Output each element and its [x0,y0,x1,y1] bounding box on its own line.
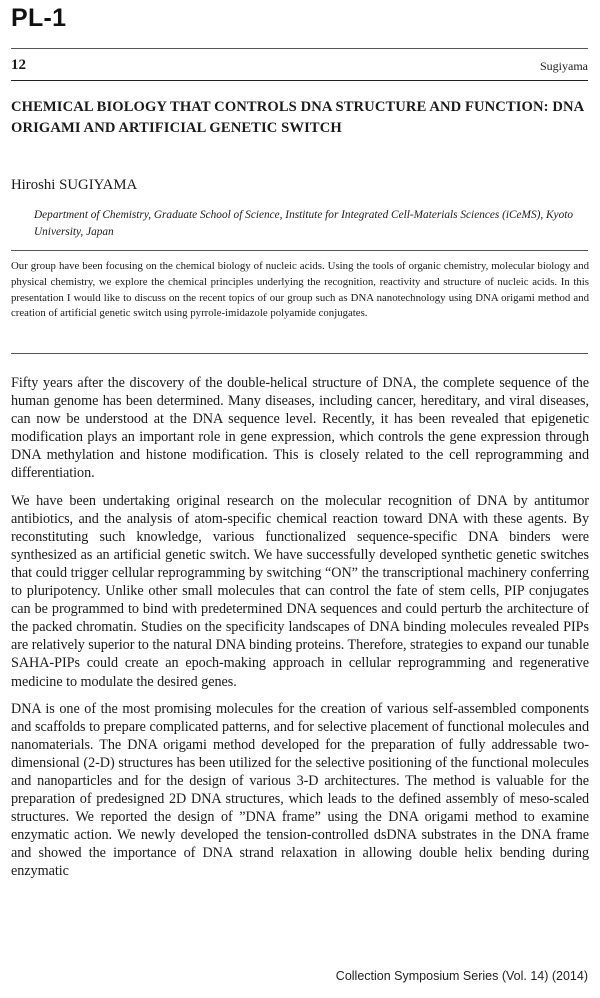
body-paragraph: We have been undertaking original research on the molecular recognition of DNA by antitumor antibiotics, and the analysis of atom-specific chemical reaction toward DNA with these agents. By reconstituting such knowledge, various functionalized sequence-specific DNA binders were synthesized as an artificial genetic switch. We have successfully developed synthetic genetic switches that could trigger cellular reprogramming by switching “ON” the transcriptional machinery conferring to pluripotency. Unlike other small molecules that can control the fate of stem cells, PIP conjugates can be programmed to bind with predetermined DNA sequences and could perturb the architecture of the packed chromatin. Studies on the specificity landscapes of DNA binding molecules revealed PIPs are relatively superior to the natural DNA binding proteins. Therefore, strategies to expand our tunable SAHA-PIPs could create an epoch-making approach in cellular reprogramming and regenerative medicine to modulate the desired genes. [11,492,589,690]
article-title: CHEMICAL BIOLOGY THAT CONTROLS DNA STRUCTURE AND FUNCTION: DNA ORIGAMI AND ARTIFICIAL GENETIC SWITCH [11,99,584,136]
header-divider [11,80,588,81]
page-number: 12 [11,57,26,73]
running-head: Sugiyama [540,59,588,73]
series-footer: Collection Symposium Series (Vol. 14) (2014) [335,969,588,983]
author-name: Hiroshi SUGIYAMA [11,177,138,193]
author-affiliation: Department of Chemistry, Graduate School of Science, Institute for Integrated Cell-Materials Sciences (iCeMS), Kyoto University, Japan [34,209,574,238]
article-body [11,374,589,890]
symposium-code: PL-1 [11,4,67,32]
abstract-divider-top [11,250,588,251]
abstract-divider-bottom [11,353,588,354]
body-paragraph: DNA is one of the most promising molecules for the creation of various self-assembled components and scaffolds to prepare complicated patterns, and for selective placement of functional molecules and nanomaterials. The DNA origami method developed for the preparation of fully addressable two-dimensional (2-D) structures has been utilized for the selective positioning of the functional molecules and nanoparticles and for the design of various 3-D architectures. The method is valuable for the preparation of predesigned 2D DNA structures, which leads to the defined assembly of meso-scaled structures. We reported the design of ”DNA frame” using the DNA origami method to examine enzymatic action. We newly developed the tension-controlled dsDNA substrates in the DNA frame and showed the importance of DNA strand relaxation in allowing double helix bending during enzymatic [11,700,589,880]
body-paragraph: Fifty years after the discovery of the double-helical structure of DNA, the complete sequence of the human genome has been determined. Many diseases, including cancer, hereditary, and viral diseases, can now be understood at the DNA sequence level. Recently, it has been revealed that epigenetic modification plays an important role in gene expression, which controls the gene expression through DNA methylation and histone modification. This is closely related to the cell reprogramming and differentiation. [11,375,589,482]
abstract: Our group have been focusing on the chemical biology of nucleic acids. Using the tools of organic chemistry, molecular biology and physical chemistry, we explore the chemical principles underlying the recognition, reactivity and structure of nucleic acids. In this presentation I would like to discuss on the recent topics of our group such as DNA nanotechnology using DNA origami method and creation of artificial genetic switch using pyrrole-imidazole polyamide conjugates. [11,260,589,320]
top-divider [11,48,588,49]
